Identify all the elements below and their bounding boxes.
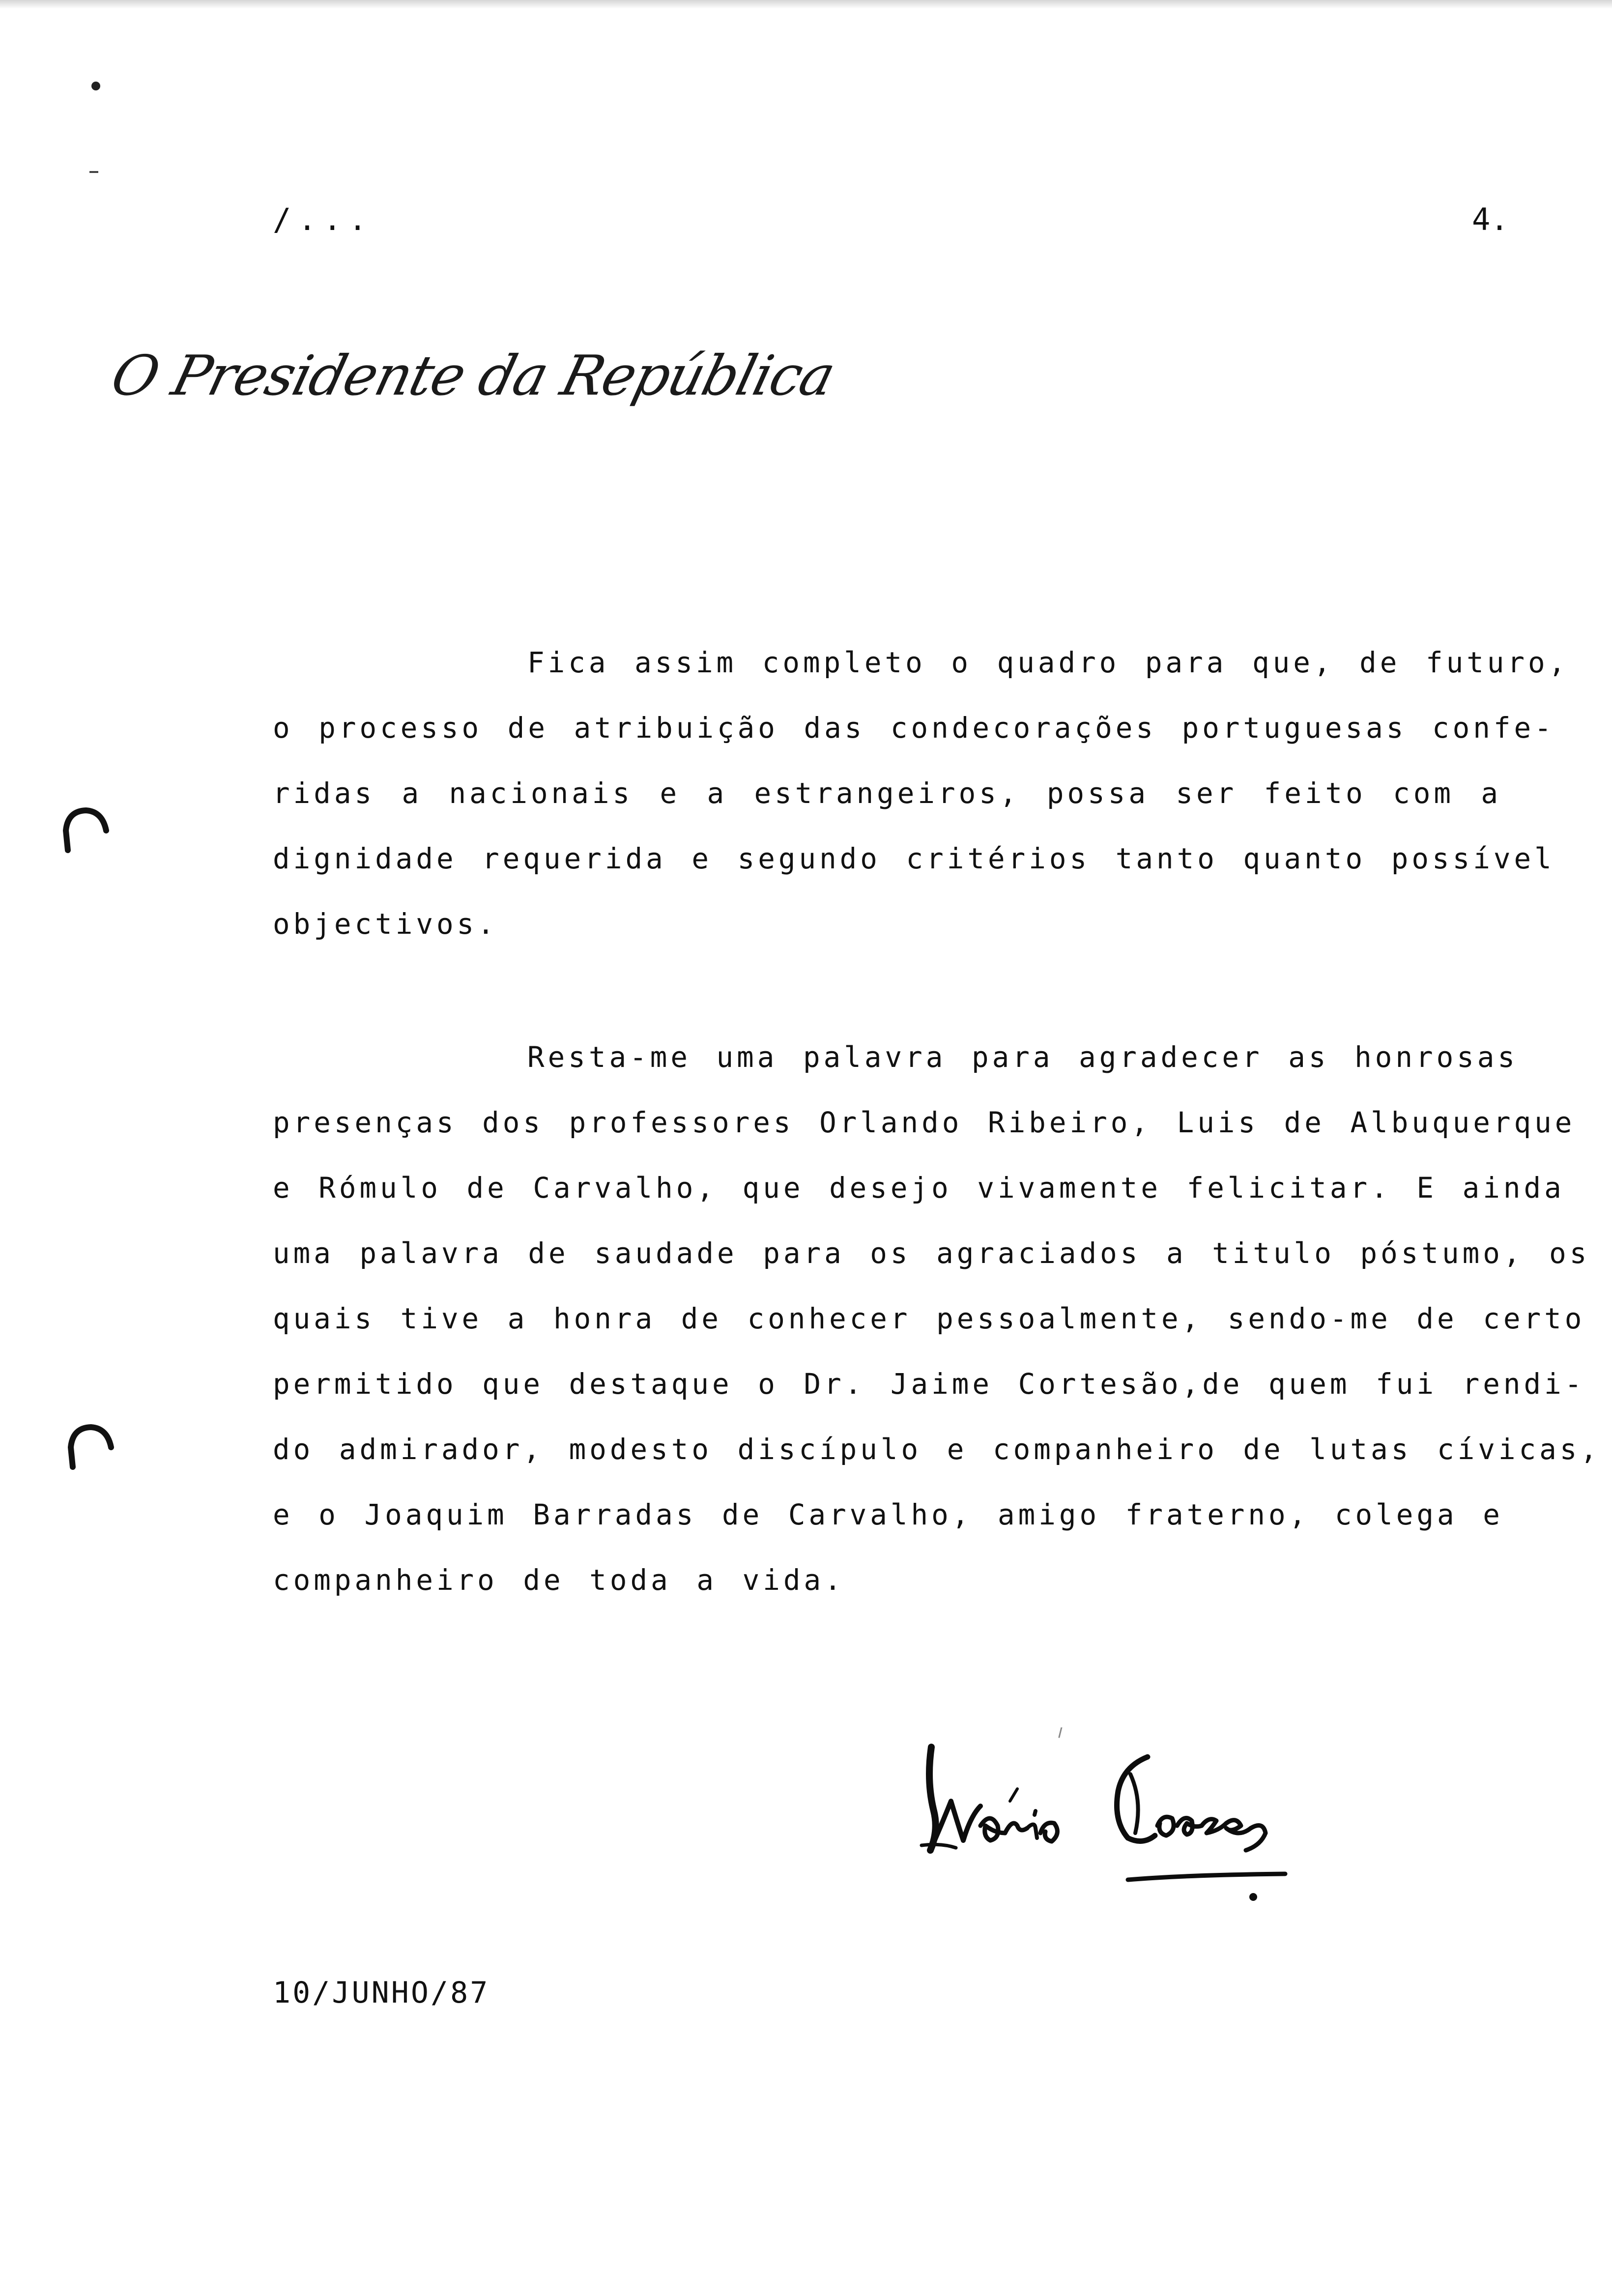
handwritten-signature xyxy=(912,1727,1295,1904)
body-paragraph xyxy=(273,1025,1601,1613)
paragraph-line: objectivos. xyxy=(273,908,498,941)
paragraph-line: companheiro de toda a vida. xyxy=(273,1564,845,1597)
paragraph-line: e Rómulo de Carvalho, que desejo vivamente felicitar. E ainda xyxy=(273,1172,1565,1205)
paragraph-line: ridas a nacionais e a estrangeiros, possa ser feito com a xyxy=(273,777,1501,810)
body-paragraph xyxy=(273,630,1569,957)
letter-date: 10/JUNHO/87 xyxy=(273,1976,490,2010)
paragraph-line: Resta-me uma palavra para agradecer as honrosas xyxy=(527,1041,1519,1074)
continuation-marker: /... xyxy=(273,201,374,237)
paragraph-line: o processo de atribuição das condecorações portuguesas confe- xyxy=(273,712,1555,745)
punch-hole-mark-upper xyxy=(59,804,113,858)
margin-dash-mark xyxy=(87,167,102,177)
paragraph-line: uma palavra de saudade para os agraciados a titulo póstumo, os xyxy=(273,1237,1590,1270)
paragraph-line: e o Joaquim Barradas de Carvalho, amigo fraterno, colega e xyxy=(273,1498,1503,1531)
paragraph-line: quais tive a honra de conhecer pessoalmente, sendo-me de certo xyxy=(273,1302,1585,1335)
punch-hole-mark-lower xyxy=(64,1420,118,1474)
paragraph-line: dignidade requerida e segundo critérios tanto quanto possível xyxy=(273,842,1555,875)
margin-dot-mark xyxy=(88,79,103,93)
paragraph-line: permitido que destaque o Dr. Jaime Cortesão,de quem fui rendi- xyxy=(273,1368,1585,1401)
paragraph-line: do admirador, modesto discípulo e companheiro de lutas cívicas, xyxy=(273,1433,1601,1466)
page-number: 4. xyxy=(1472,201,1509,237)
scan-top-edge xyxy=(0,0,1612,9)
paragraph-line: Fica assim completo o quadro para que, de futuro, xyxy=(527,646,1569,679)
paragraph-line: presenças dos professores Orlando Ribeiro, Luis de Albuquerque xyxy=(273,1106,1576,1139)
letterhead-title: O Presidente da República xyxy=(105,344,841,408)
